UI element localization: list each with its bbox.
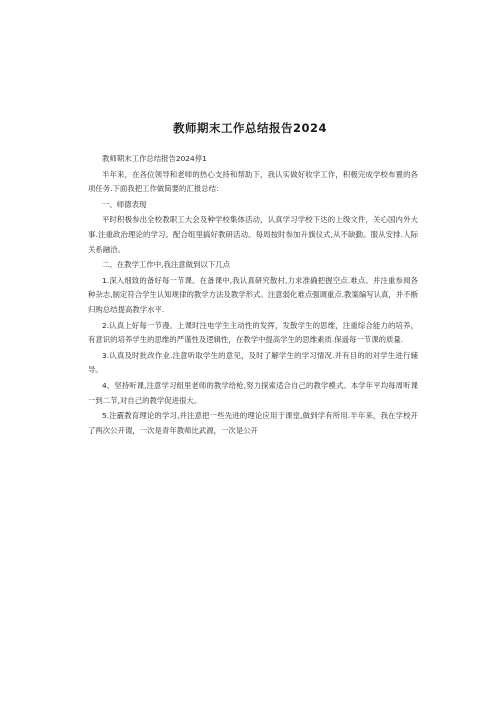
document-title: 教师期末工作总结报告2024: [172, 121, 327, 135]
teaching-point-3: 3.认真及时批改作业.注意听取学生的意见，及时了解学生的学习情况.并有目的的对学生进行辅导。: [88, 350, 418, 375]
section-heading-ethics: 一、师德表现: [102, 199, 147, 209]
teaching-point-4: 4、坚持听课,注意学习组里老师的教学给枪,努力探索适合自己的教学模式。本学年平均每周听课一到二节,对自己的教学促进很大。: [88, 380, 418, 405]
section-heading-teaching: 二、在教学工作中,我注意做到以下几点: [102, 260, 230, 270]
document-subtitle: 教师期末工作总结报告2024停1: [102, 154, 207, 163]
teaching-point-5: 5.注霰教育理论的学习,并注意把一些先进的理论应用于课堂,做到学有所用.半年来，我在学校开了两次公开谡，一次是青年教师比武源，一次是公开: [88, 411, 418, 435]
intro-paragraph: 半年来，在各位领导和老师的热心支持和帮助下，我认实做好收学工作，积极完成学校布置的各项任务.下面我把工作做简要的汇报总结：: [88, 169, 418, 194]
teaching-point-1: 1.深入细致的备好每一节课。在备课中,我认真研究散村,力求准确把握空点.难点。并注重参阅各种杂志,制定符合学生认知规律的教学方法及教学形式。注意弱化难点强调重点.教案编写认真，并不断归购总结提高教学水平.: [88, 275, 418, 314]
teaching-point-2: 2.认真上好每一节漫。上课时注电学生主动性的发挥，发散学生的思维，注重综合能力的培养，有意识的培养学生的思维的严谨性及逻辑性，在教学中提高学生的思维素质.保遥每一节课的质量.: [88, 320, 418, 345]
document-body: [88, 152, 418, 439]
ethics-paragraph: 平时积极参出全校教职工大会及种学校集体活动，认真学习学校下达的上级文件，关心国内外大事.注重政治理论的学习。配合组里搞好教研活动。每周按时参加升旗仪式,从不缺勤。服从安排.人际关系融洽。: [88, 215, 418, 254]
